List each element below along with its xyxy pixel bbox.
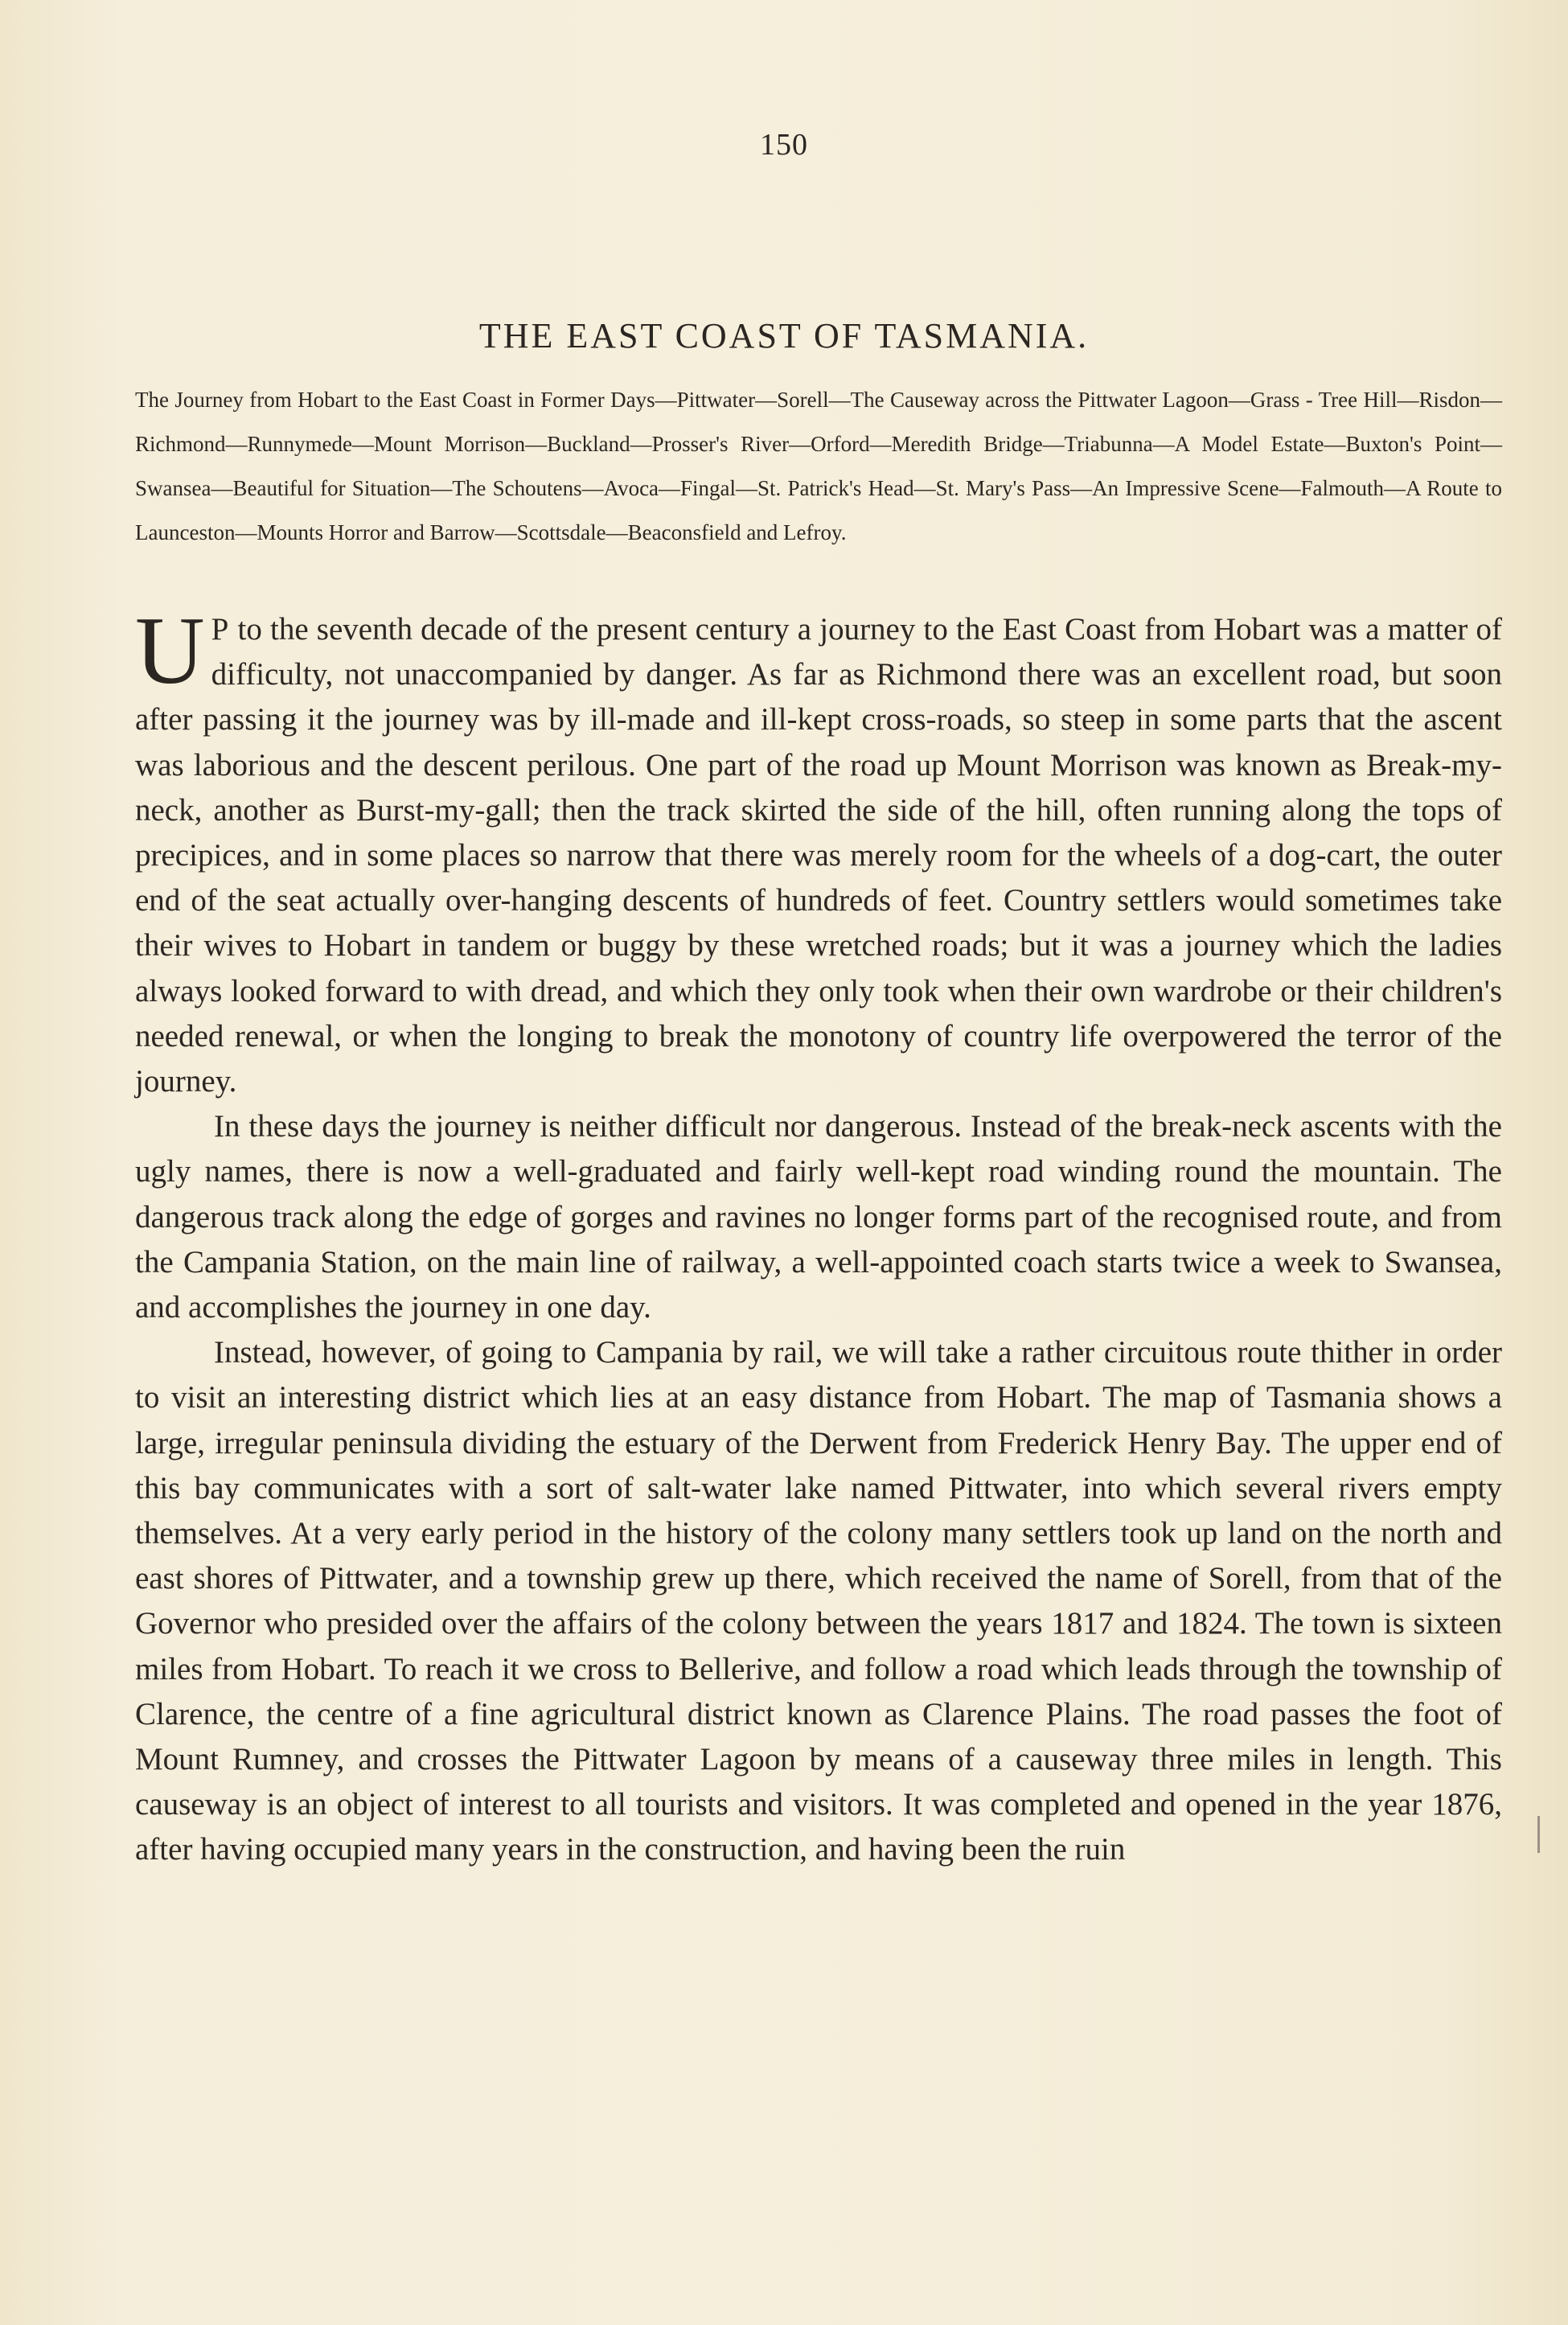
paragraph-1-text: to the seventh decade of the present century a journey to the East Coast from Hobart was a matter of difficulty, not unaccompanied by danger. As far as Richmond there was an excellent road, but soon after passing it the journey was by ill-made and ill-kept cross-roads, so steep in some parts that the ascent was laborious and the descent perilous. One part of the road up Mount Morrison was known as Break-my-neck, another as Burst-my-gall; then the track skirted the side of the hill, often running along the tops of precipices, and in some places so narrow that there was merely room for the wheels of a dog-cart, the outer end of the seat actually over-hanging descents of hundreds of feet. Country settlers would sometimes take their wives to Hobart in tandem or buggy by these wretched roads; but it was a journey which the ladies always looked forward to with dread, and which they only took when their own wardrobe or their children's needed renewal, or when the longing to break the monotony of country life overpowered the terror of the journey. (135, 612, 1502, 1099)
chapter-synopsis (135, 378, 1502, 555)
drop-cap-rest: P (211, 612, 230, 647)
synopsis-text: The Journey from Hobart to the East Coast in Former Days—Pittwater—Sorell—The Causeway across the Pittwater Lagoon—Grass - Tree Hill—Risdon—Richmond—Runnymede—Mount Morrison—Buckland—Prosser's River—Orford—Meredith Bridge—Triabunna—A Model Estate—Buxton's Point—Swansea—Beautiful for Situation—The Schoutens—Avoca—Fingal—St. Patrick's Head—St. Mary's Pass—An Impressive Scene—Falmouth—A Route to Launceston—Mounts Horror and Barrow—Scottsdale—Beaconsfield and Lefroy. (135, 388, 1502, 544)
margin-mark (1537, 1816, 1540, 1853)
paragraph-2: In these days the journey is neither difficult nor dangerous. Instead of the break-neck ascents with the ugly names, there is now a well-graduated and fairly well-kept road winding round the mountain. The dangerous track along the edge of gorges and ravines no longer forms part of the recognised route, and from the Campania Station, on the main line of railway, a well-appointed coach starts twice a week to Swansea, and accomplishes the journey in one day. (135, 1109, 1502, 1325)
page-number: 150 (760, 128, 808, 162)
paragraph-3: Instead, however, of going to Campania by rail, we will take a rather circuitous route thither in order to visit an interesting district which lies at an easy distance from Hobart. The map of Tasmania shows a large, irregular peninsula dividing the estuary of the Derwent from Frederick Henry Bay. The upper end of this bay communicates with a sort of salt-water lake named Pittwater, into which several rivers empty themselves. At a very early period in the history of the colony many settlers took up land on the north and east shores of Pittwater, and a township grew up there, which received the name of Sorell, from that of the Governor who presided over the affairs of the colony between the years 1817 and 1824. The town is sixteen miles from Hobart. To reach it we cross to Bellerive, and follow a road which leads through the township of Clarence, the centre of a fine agricultural district known as Clarence Plains. The road passes the foot of Mount Rumney, and crosses the Pittwater Lagoon by means of a causeway three miles in length. This causeway is an object of interest to all tourists and visitors. It was completed and opened in the year 1876, after having occupied many years in the construction, and having been the ruin (135, 1335, 1502, 1867)
chapter-title: THE EAST COAST OF TASMANIA. (478, 316, 1090, 355)
body-text (135, 597, 1502, 1873)
paragraph-1 (135, 597, 1502, 1104)
drop-cap: U (135, 597, 205, 704)
